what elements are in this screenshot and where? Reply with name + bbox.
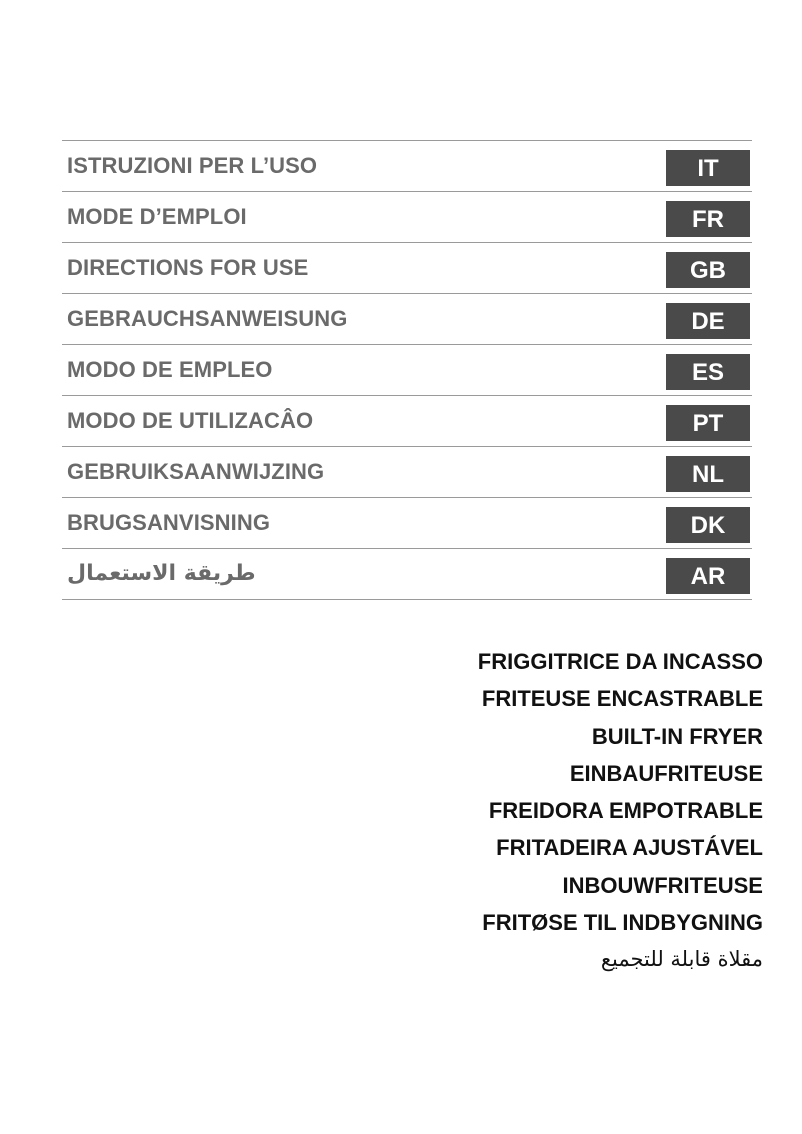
language-row-dk: [62, 498, 752, 549]
language-code-badge: AR: [666, 558, 750, 594]
language-row-it: [62, 141, 752, 192]
language-label: GEBRAUCHSANWEISUNG: [67, 306, 348, 331]
language-row-ar: [62, 549, 752, 600]
language-row-es: [62, 345, 752, 396]
language-label: MODO DE UTILIZACÂO: [67, 408, 314, 433]
language-label: BRUGSANVISNING: [67, 510, 271, 535]
product-title-ar: مقلاة قابلة للتجميع: [600, 947, 763, 972]
language-label: ISTRUZIONI PER L’USO: [67, 153, 318, 178]
product-title-nl: INBOUWFRITEUSE: [562, 872, 763, 898]
product-title-pt: FRITADEIRA AJUSTÁVEL: [496, 835, 763, 861]
language-code-badge: PT: [666, 405, 750, 441]
language-label: MODE D’EMPLOI: [67, 204, 247, 229]
language-label: MODO DE EMPLEO: [67, 357, 273, 382]
product-title-de: EINBAUFRITEUSE: [569, 760, 763, 786]
product-title-it: FRIGGITRICE DA INCASSO: [477, 649, 763, 674]
language-row-nl: [62, 447, 752, 498]
language-code-badge: ES: [666, 354, 750, 390]
product-title-dk: FRITØSE TIL INDBYGNING: [482, 910, 763, 936]
product-title-list: [478, 643, 763, 979]
language-row-de: [62, 294, 752, 345]
language-label: DIRECTIONS FOR USE: [67, 255, 309, 280]
language-code-badge: FR: [666, 201, 750, 237]
language-row-pt: [62, 396, 752, 447]
language-code-badge: DE: [666, 303, 750, 339]
language-row-gb: [62, 243, 752, 294]
language-code-badge: IT: [666, 150, 750, 186]
product-title-gb: BUILT-IN FRYER: [591, 723, 763, 749]
language-label: GEBRUIKSAANWIJZING: [67, 459, 325, 484]
language-code-badge: DK: [666, 507, 750, 543]
product-title-es: FREIDORA EMPOTRABLE: [488, 798, 763, 824]
product-title-fr: FRITEUSE ENCASTRABLE: [481, 686, 763, 712]
language-label: طريقة الاستعمال: [67, 561, 256, 586]
language-index-table: [62, 140, 752, 600]
language-code-badge: NL: [666, 456, 750, 492]
language-code-badge: GB: [666, 252, 750, 288]
language-row-fr: [62, 192, 752, 243]
